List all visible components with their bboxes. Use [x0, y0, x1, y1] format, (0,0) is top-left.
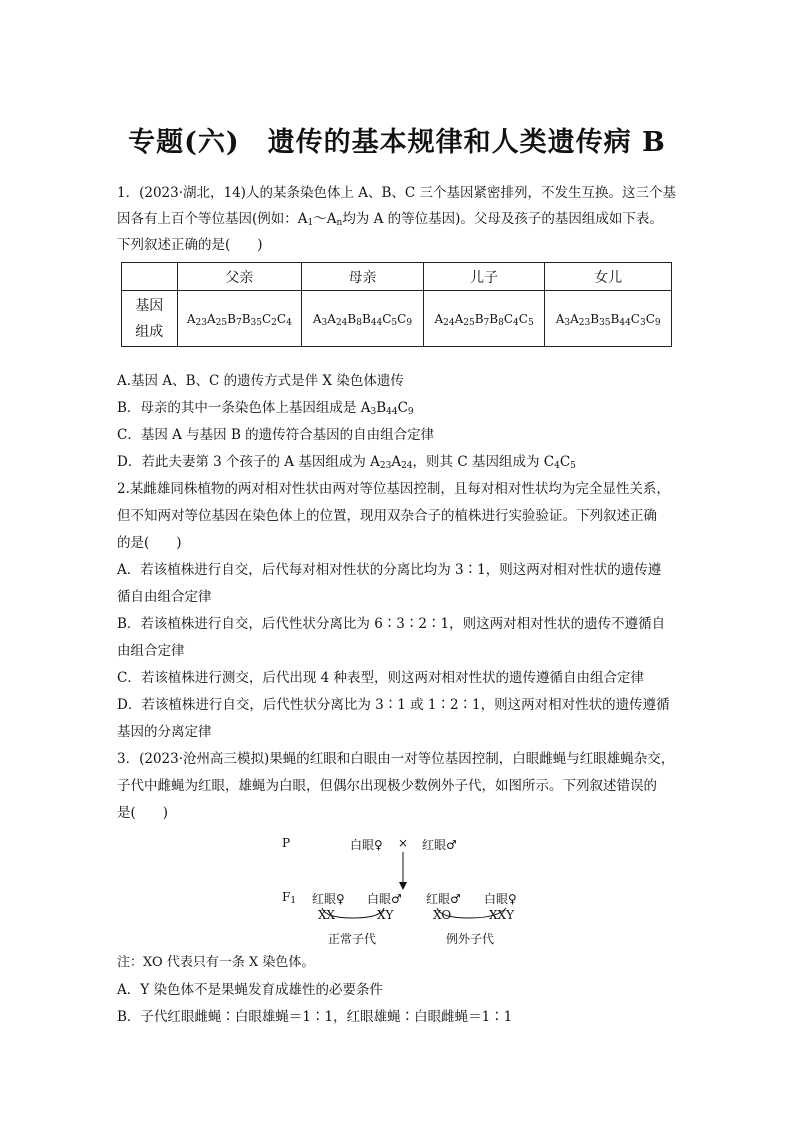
f1-white-male: 白眼♂	[367, 892, 402, 906]
q2-option-a-cont: 循自由组合定律	[117, 589, 212, 605]
exception-offspring-label: 例外子代	[446, 932, 495, 946]
cross-symbol: ×	[398, 836, 409, 850]
q2-option-b: B．若该植株进行自交，后代性状分离比为 6∶3∶2∶1，则这两对相对性状的遗传不遵循自	[117, 616, 666, 632]
p-generation-label: P	[282, 836, 291, 850]
table-header-cell: 母亲	[302, 263, 424, 291]
page-title: 专题(六) 遗传的基本规律和人类遗传病 B	[128, 127, 666, 158]
q1-line-3-text: 下列叙述正确的是( )	[117, 237, 263, 253]
genotype-xy: XY	[377, 908, 394, 922]
q2-option-b-cont: 由组合定律	[117, 643, 185, 659]
q1-line-1-text: 1．(2023·湖北，14)人的某条染色体上 A、B、C 三个基因紧密排列，不发生互换。这三个基	[117, 185, 677, 201]
q2-option-c: C．若该植株进行测交，后代出现 4 种表型，则这两对相对性状的遗传遵循自由组合定律	[117, 670, 644, 686]
f1-white-female: 白眼♀	[484, 892, 517, 906]
q1-line-1	[117, 184, 676, 202]
son-genotype-cell: $A_{24}A_{25}B_7B_8C_4C_5$	[423, 291, 545, 347]
arrow-head-icon	[399, 882, 407, 890]
q3-note: 注：XO 代表只有一条 X 染色体。	[117, 955, 315, 970]
table-header-cell	[122, 263, 178, 291]
cross-diagram	[270, 830, 530, 950]
genotype-table	[121, 262, 672, 347]
q3-line: 子代中雌蝇为红眼，雄蝇为白眼，但偶尔出现极少数例外子代，如图所示。下列叙述错误的	[117, 778, 657, 794]
q1-option-a: A.基因 A、B、C 的遗传方式是伴 X 染色体遗传	[117, 373, 404, 389]
father-genotype-cell: $A_{23}A_{25}B_7B_{35}C_2C_4$	[177, 291, 302, 347]
q2-line: 但不知两对等位基因在染色体上的位置，现用双杂合子的植株进行实验验证。下列叙述正确	[117, 508, 657, 524]
table-row	[122, 291, 672, 347]
f1-generation-label: $F_1$	[282, 890, 297, 906]
table-header-row	[122, 263, 672, 291]
q1-option-c: C．基因 A 与基因 B 的遗传符合基因的自由组合定律	[117, 427, 435, 443]
f1-red-female: 红眼♀	[312, 892, 345, 906]
table-row-label: 基因组成	[122, 291, 178, 347]
mother-genotype-cell: $A_3A_{24}B_8B_{44}C_5C_9$	[302, 291, 424, 347]
q2-option-a: A．若该植株进行自交，后代每对相对性状的分离比均为 3∶1，则这两对相对性状的遗传遵	[117, 562, 662, 578]
q1-line-2-post: 均为 A 的等位基因)。父母及孩子的基因组成如下表。	[342, 211, 663, 227]
q1-sub: n	[336, 218, 343, 228]
table-header-cell: 女儿	[545, 263, 672, 291]
q3-line: 是( )	[117, 805, 169, 821]
q2-line: 2.某雌雄同株植物的两对相对性状由两对等位基因控制，且每对相对性状均为完全显性关系，	[117, 481, 670, 497]
q3-line: 3．(2023·沧州高三模拟)果蝇的红眼和白眼由一对等位基因控制，白眼雌蝇与红眼雄蝇杂交，	[117, 751, 675, 767]
normal-offspring-label: 正常子代	[328, 932, 377, 946]
f1-red-male: 红眼♂	[426, 892, 461, 906]
q2-option-d: D．若该植株进行自交，后代性状分离比为 3∶1 或 1∶2∶1，则这两对相对性状的遗传遵循	[117, 697, 670, 713]
table-header-cell: 儿子	[423, 263, 545, 291]
q1-sub: 1	[307, 218, 314, 228]
p-male-label: 红眼♂	[422, 838, 457, 852]
genotype-xxy: XXY	[489, 908, 515, 922]
q2-option-d-cont: 基因的分离定律	[117, 724, 212, 740]
p-female-label: 白眼♀	[350, 838, 383, 852]
q3-option-a: A．Y 染色体不是果蝇发育成雄性的必要条件	[117, 982, 383, 998]
table-header-cell: 父亲	[177, 263, 302, 291]
q2-line: 的是( )	[117, 535, 182, 551]
q1-line-3	[117, 236, 263, 254]
daughter-genotype-cell: $A_3A_{23}B_{35}B_{44}C_3C_9$	[545, 291, 672, 347]
q3-option-b: B．子代红眼雌蝇∶白眼雄蝇＝1∶1，红眼雄蝇∶白眼雌蝇＝1∶1	[117, 1009, 513, 1025]
q1-option-b: B．母亲的其中一条染色体上基因组成是 $A_3B_{44}C_9$	[117, 400, 414, 417]
q1-line-2-pre: 因各有上百个等位基因(例如：A	[117, 211, 308, 227]
q1-line-2	[117, 210, 663, 228]
genotype-xx: XX	[318, 908, 336, 922]
genotype-xo: XO	[433, 908, 452, 922]
q1-option-d: D．若此夫妻第 3 个孩子的 A 基因组成为 $A_{23}A_{24}$，则其 C 基因组成为 $C_4C_5$	[117, 454, 576, 471]
q1-line-2-mid: ～A	[313, 211, 337, 227]
